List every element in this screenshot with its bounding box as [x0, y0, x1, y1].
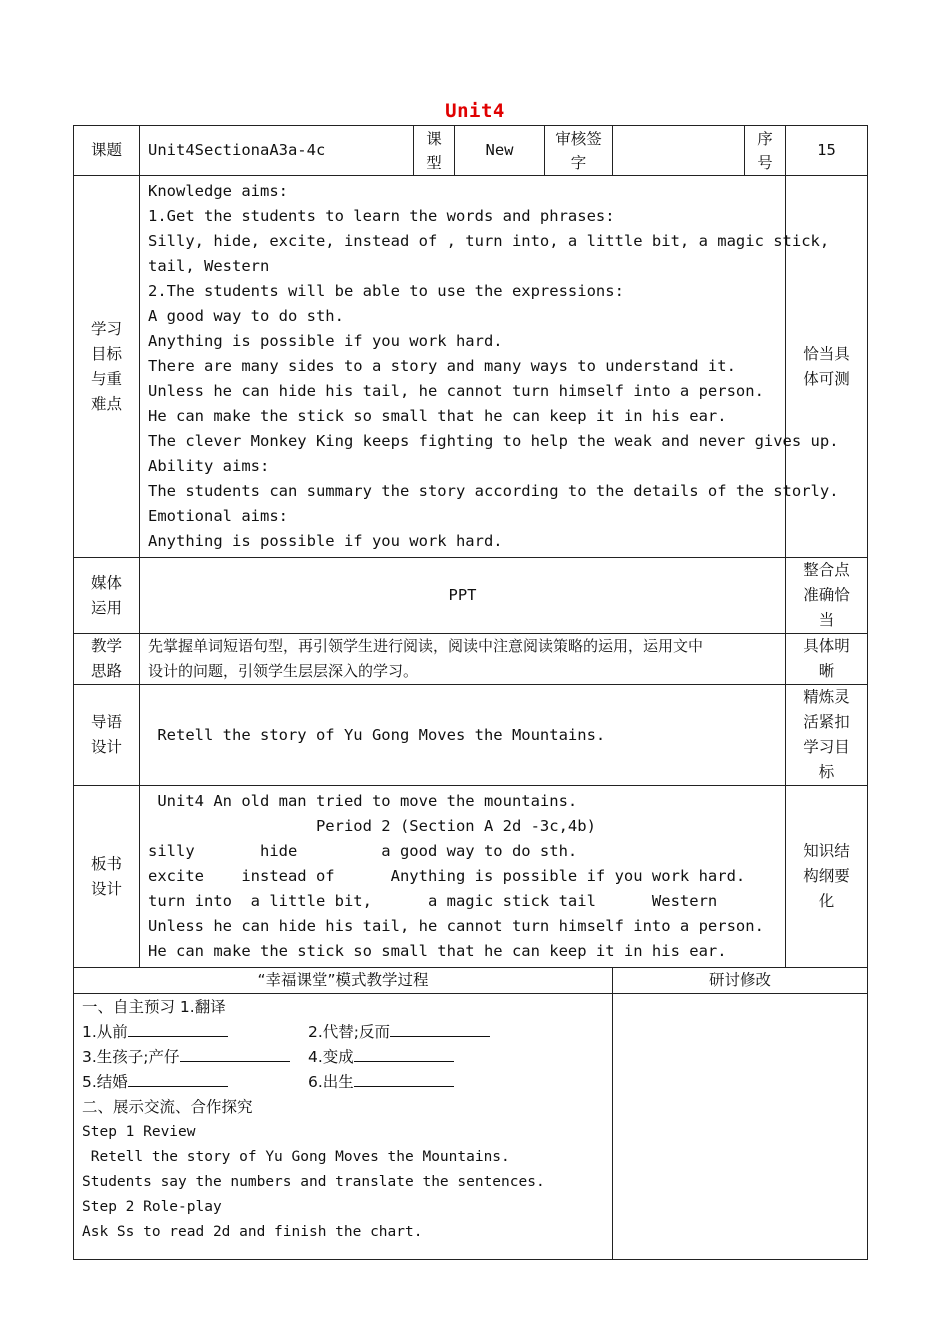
vocab-term: 6.出生: [308, 1073, 354, 1091]
media-note-text: 整合点准确恰当: [803, 561, 850, 629]
board-line: Unless he can hide his tail, he cannot turn himself into a person.: [148, 917, 764, 935]
answer-blank[interactable]: [354, 1046, 454, 1062]
vocab-item: [308, 1070, 548, 1095]
vocab-term: 4.变成: [308, 1048, 354, 1066]
intro-value: Retell the story of Yu Gong Moves the Mountains.: [140, 685, 786, 786]
vocab-row: [82, 1020, 604, 1045]
process-header-right: 研讨修改: [613, 968, 868, 994]
step-line: Retell the story of Yu Gong Moves the Mountains.: [82, 1149, 510, 1165]
vocab-item: [308, 1045, 548, 1070]
goal-line: The clever Monkey King keeps fighting to help the weak and never gives up.: [148, 432, 839, 450]
lesson-plan-table: [73, 125, 868, 1260]
goal-line: Knowledge aims:: [148, 182, 288, 200]
step-list: [82, 1120, 604, 1245]
goal-line: Emotional aims:: [148, 507, 288, 525]
media-label-text: 媒体运用: [90, 573, 122, 617]
approach-note: [786, 634, 868, 685]
goal-line: Anything is possible if you work hard.: [148, 532, 503, 550]
answer-blank[interactable]: [180, 1046, 290, 1062]
process-header-left: “幸福课堂”模式教学过程: [74, 968, 613, 994]
header-row: [74, 126, 868, 176]
type-label: [414, 126, 455, 176]
answer-blank[interactable]: [390, 1021, 490, 1037]
approach-line: 先掌握单词短语句型，再引领学生进行阅读，阅读中注意阅读策略的运用，运用文中: [148, 637, 704, 655]
vocab-list: [82, 1020, 604, 1095]
goal-line: Unless he can hide his tail, he cannot turn himself into a person.: [148, 382, 764, 400]
intro-note-text: 精炼灵活紧扣学习目标: [803, 688, 850, 781]
vocab-item: [308, 1020, 548, 1045]
goal-line: A good way to do sth.: [148, 307, 344, 325]
step-line: Step 1 Review: [82, 1124, 196, 1140]
review-value: [613, 126, 745, 176]
goal-line: Anything is possible if you work hard.: [148, 332, 503, 350]
media-value: PPT: [140, 558, 786, 634]
board-label: [74, 786, 140, 968]
process-body-right: [613, 994, 868, 1260]
goal-line: The students can summary the story according to the details of the storly.: [148, 482, 839, 500]
step-line: Ask Ss to read 2d and finish the chart.: [82, 1224, 423, 1240]
seq-label: [745, 126, 786, 176]
vocab-term: 1.从前: [82, 1023, 128, 1041]
goal-line: 2.The students will be able to use the expressions:: [148, 282, 624, 300]
topic-value: Unit4SectionaA3a-4c: [140, 126, 414, 176]
goal-line: Ability aims:: [148, 457, 270, 475]
preview-title: 一、自主预习 1.翻译: [82, 998, 226, 1016]
process-content: [74, 994, 612, 1245]
answer-blank[interactable]: [128, 1021, 228, 1037]
goals-label: [74, 176, 140, 558]
board-note-text: 知识结构纲要化: [803, 842, 850, 910]
approach-label-text: 教学思路: [90, 637, 122, 680]
type-value: New: [455, 126, 545, 176]
answer-blank[interactable]: [128, 1071, 228, 1087]
media-label: [74, 558, 140, 634]
media-note: [786, 558, 868, 634]
goal-line: He can make the stick so small that he can keep it in his ear.: [148, 407, 727, 425]
vocab-term: 3.生孩子;产仔: [82, 1048, 180, 1066]
board-content: [140, 786, 786, 968]
vocab-item: [82, 1020, 308, 1045]
board-line: turn into a little bit, a magic stick tail Western: [148, 892, 718, 910]
section2-title: 二、展示交流、合作探究: [82, 1098, 253, 1116]
topic-label: 课题: [74, 126, 140, 176]
process-body-left: [74, 994, 613, 1260]
board-line: He can make the stick so small that he can keep it in his ear.: [148, 942, 727, 960]
vocab-row: [82, 1070, 604, 1095]
board-line: Period 2 (Section A 2d -3c,4b): [148, 817, 596, 835]
intro-row: [74, 685, 868, 786]
approach-row: [74, 634, 868, 685]
board-label-text: 板书设计: [90, 854, 122, 898]
vocab-term: 5.结婚: [82, 1073, 128, 1091]
seq-value: 15: [786, 126, 868, 176]
vocab-item: [82, 1070, 308, 1095]
review-label: [545, 126, 613, 176]
approach-label: [74, 634, 140, 685]
approach-content: [140, 634, 786, 685]
intro-label: [74, 685, 140, 786]
board-row: [74, 786, 868, 968]
page-title: Unit4: [445, 100, 505, 122]
board-note: [786, 786, 868, 968]
type-label-text: 课型: [426, 129, 442, 172]
goal-line: Silly, hide, excite, instead of , turn into, a little bit, a magic stick,: [148, 232, 830, 250]
seq-label-text: 序号: [757, 129, 773, 172]
goals-label-text: 学习目标与重难点: [90, 319, 122, 413]
process-body-row: [74, 994, 868, 1260]
board-lines: [140, 786, 785, 967]
review-label-text: 审核签字: [555, 129, 602, 172]
goal-line: tail, Western: [148, 257, 270, 275]
approach-lines: [140, 634, 785, 684]
vocab-row: [82, 1045, 604, 1070]
answer-blank[interactable]: [354, 1071, 454, 1087]
intro-label-text: 导语设计: [90, 713, 122, 756]
vocab-item: [82, 1045, 308, 1070]
goal-line: There are many sides to a story and many ways to understand it.: [148, 357, 736, 375]
process-header-row: [74, 968, 868, 994]
approach-line: 设计的问题，引领学生层层深入的学习。: [148, 662, 419, 680]
goal-line: 1.Get the students to learn the words and phrases:: [148, 207, 615, 225]
board-line: excite instead of Anything is possible if you work hard.: [148, 867, 746, 885]
board-line: Unit4 An old man tried to move the mountains.: [148, 792, 578, 810]
board-line: silly hide a good way to do sth.: [148, 842, 578, 860]
intro-note: [786, 685, 868, 786]
step-line: Step 2 Role-play: [82, 1199, 222, 1215]
vocab-term: 2.代替;反而: [308, 1023, 391, 1041]
step-line: Students say the numbers and translate the sentences.: [82, 1174, 545, 1190]
media-row: [74, 558, 868, 634]
goals-row: [74, 176, 868, 558]
approach-note-text: 具体明晰: [803, 637, 850, 680]
goals-note-text: 恰当具体可测: [803, 344, 850, 388]
